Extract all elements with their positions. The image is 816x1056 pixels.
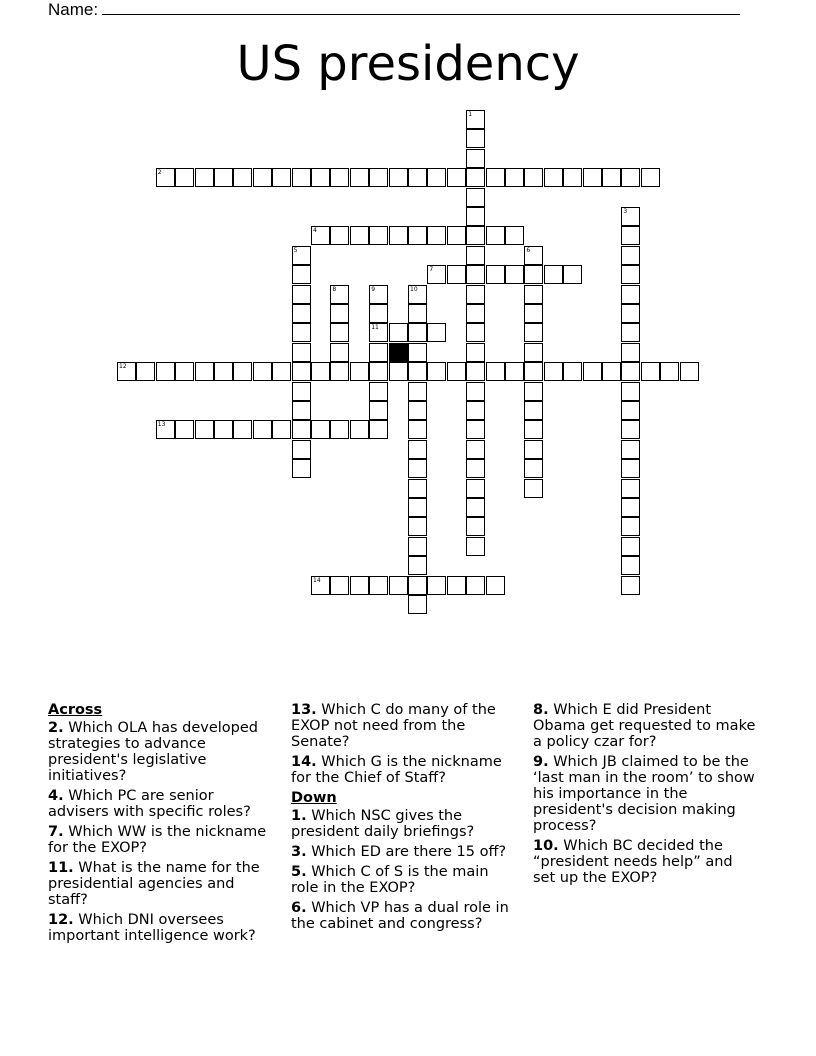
grid-cell[interactable] [524,420,543,439]
grid-cell[interactable] [524,285,543,304]
grid-cell[interactable] [524,362,543,381]
grid-cell[interactable] [369,382,388,401]
grid-cell[interactable] [272,362,291,381]
grid-cell[interactable] [486,226,505,245]
grid-cell[interactable] [621,401,640,420]
grid-cell[interactable] [583,362,602,381]
grid-cell[interactable] [524,382,543,401]
grid-cell[interactable] [602,362,621,381]
grid-cell[interactable] [408,323,427,342]
grid-cell[interactable] [175,362,194,381]
grid-cell[interactable] [544,168,563,187]
grid-cell[interactable] [350,226,369,245]
grid-cell[interactable] [524,323,543,342]
grid-cell[interactable] [408,401,427,420]
grid-cell[interactable] [660,362,679,381]
grid-cell[interactable] [466,129,485,148]
grid-cell[interactable] [583,168,602,187]
grid-cell[interactable] [408,420,427,439]
grid-cell[interactable] [544,265,563,284]
grid-cell[interactable] [292,285,311,304]
clue-number: 4 [313,227,317,235]
grid-cell[interactable] [253,362,272,381]
grid-cell[interactable] [563,168,582,187]
grid-cell[interactable] [447,362,466,381]
grid-cell[interactable] [621,304,640,323]
grid-cell[interactable] [136,362,155,381]
grid-cell[interactable] [621,265,640,284]
grid-cell[interactable] [680,362,699,381]
grid-cell[interactable] [330,343,349,362]
grid-cell[interactable] [408,382,427,401]
grid-cell[interactable] [369,226,388,245]
clue-number: 12 [119,363,127,371]
clue-across-12: 12. Which DNI oversees important intelligence work? [48,912,256,944]
clue-column-3 [533,702,759,890]
grid-cell[interactable] [621,323,640,342]
grid-cell[interactable] [408,595,427,614]
grid-cell[interactable] [466,207,485,226]
clue-across-13: 13. Which C do many of the EXOP not need from the Senate? [291,702,496,750]
grid-cell[interactable] [505,362,524,381]
grid-cell[interactable] [427,576,446,595]
clue-number: 11 [371,324,379,332]
grid-cell[interactable] [292,420,311,439]
grid-cell[interactable] [292,168,311,187]
grid-cell[interactable] [408,498,427,517]
grid-cell[interactable] [156,420,175,439]
across-heading: Across [48,702,103,718]
grid-cell[interactable] [389,168,408,187]
grid-cell[interactable] [195,362,214,381]
clue-down-3: 3. Which ED are there 15 off? [291,844,507,860]
grid-cell[interactable] [369,401,388,420]
grid-cell[interactable] [447,265,466,284]
grid-cell[interactable] [330,576,349,595]
grid-cell[interactable] [524,440,543,459]
grid-cell[interactable] [311,362,330,381]
grid-cell[interactable] [292,246,311,265]
name-label: Name: [48,0,99,19]
grid-cell[interactable] [505,226,524,245]
clue-across-4: 4. Which PC are senior advisers with specific roles? [48,788,251,820]
grid-cell[interactable] [408,479,427,498]
grid-cell[interactable] [466,420,485,439]
clue-number: 6 [526,246,531,254]
grid-cell[interactable] [408,304,427,323]
grid-cell[interactable] [466,265,485,284]
grid-cell[interactable] [466,401,485,420]
grid-cell[interactable] [292,440,311,459]
grid-cell[interactable] [408,576,427,595]
grid-cell[interactable] [408,168,427,187]
clue-number: 2 [157,169,162,177]
grid-cell[interactable] [466,304,485,323]
grid-cell[interactable] [621,576,640,595]
grid-cell[interactable] [505,168,524,187]
grid-cell[interactable] [195,168,214,187]
grid-cell[interactable] [369,576,388,595]
grid-cell[interactable] [466,440,485,459]
clue-number: 9 [371,285,376,293]
clue-column-2 [291,702,517,936]
grid-cell[interactable] [408,556,427,575]
clue-number: 13 [157,421,166,429]
grid-cell[interactable] [505,265,524,284]
down-heading: Down [291,790,337,806]
clue-down-10: 10. Which BC decided the “president needs help” and set up the EXOP? [533,838,733,886]
grid-cell[interactable] [389,323,408,342]
grid-cell[interactable] [563,265,582,284]
grid-cell[interactable] [330,323,349,342]
grid-cell[interactable] [427,265,446,284]
grid-cell[interactable] [544,362,563,381]
grid-cell[interactable] [466,168,485,187]
grid-cell[interactable] [292,265,311,284]
grid-cell[interactable] [621,517,640,536]
grid-cell[interactable] [427,226,446,245]
grid-cell[interactable] [369,285,388,304]
grid-cell[interactable] [466,226,485,245]
grid-cell[interactable] [350,168,369,187]
grid-cell[interactable] [466,149,485,168]
grid-cell[interactable] [427,168,446,187]
grid-cell[interactable] [330,226,349,245]
grid-cell[interactable] [117,362,136,381]
grid-cell[interactable] [621,382,640,401]
grid-cell[interactable] [214,168,233,187]
grid-cell[interactable] [350,420,369,439]
grid-cell[interactable] [369,304,388,323]
grid-cell[interactable] [621,362,640,381]
grid-cell[interactable] [311,168,330,187]
clue-down-5: 5. Which C of S is the main role in the EXOP? [291,864,489,896]
grid-cell[interactable] [369,420,388,439]
grid-cell[interactable] [350,576,369,595]
clue-number: 14 [313,576,321,584]
grid-cell[interactable] [292,323,311,342]
grid-cell[interactable] [175,168,194,187]
grid-cell[interactable] [156,168,175,187]
grid-cell[interactable] [466,362,485,381]
grid-cell[interactable] [486,265,505,284]
clue-down-1: 1. Which NSC gives the president daily briefings? [291,808,475,840]
clue-across-14: 14. Which G is the nickname for the Chief of Staff? [291,754,502,786]
grid-cell[interactable] [369,362,388,381]
grid-cell[interactable] [253,168,272,187]
clue-column-1 [48,702,274,948]
grid-cell[interactable] [330,362,349,381]
clue-number: 10 [410,285,418,293]
grid-cell[interactable] [214,362,233,381]
grid-cell[interactable] [524,168,543,187]
grid-cell[interactable] [427,362,446,381]
clue-number: 8 [332,285,337,293]
grid-cell[interactable] [466,382,485,401]
grid-cell[interactable] [389,576,408,595]
grid-cell[interactable] [195,420,214,439]
grid-cell[interactable] [408,362,427,381]
grid-cell[interactable] [466,246,485,265]
grid-cell[interactable] [466,285,485,304]
grid-cell[interactable] [466,479,485,498]
grid-cell[interactable] [486,362,505,381]
grid-cell[interactable] [292,382,311,401]
grid-cell[interactable] [621,498,640,517]
grid-cell[interactable] [621,168,640,187]
grid-cell[interactable] [466,498,485,517]
grid-cell[interactable] [466,343,485,362]
grid-cell[interactable] [641,168,660,187]
grid-cell[interactable] [389,226,408,245]
grid-cell[interactable] [602,168,621,187]
grid-cell[interactable] [272,420,291,439]
grid-cell[interactable] [524,459,543,478]
grid-cell[interactable] [524,304,543,323]
clue-number: 5 [293,246,298,254]
grid-cell[interactable] [292,362,311,381]
grid-cell[interactable] [369,168,388,187]
grid-cell[interactable] [524,265,543,284]
grid-cell[interactable] [466,188,485,207]
page-title: US presidency [236,36,580,92]
grid-cell[interactable] [233,362,252,381]
grid-cell[interactable] [330,304,349,323]
grid-cell[interactable] [233,420,252,439]
grid-cell[interactable] [447,576,466,595]
grid-cell[interactable] [447,226,466,245]
grid-cell[interactable] [641,362,660,381]
grid-cell[interactable] [253,420,272,439]
clue-number: 7 [429,266,434,274]
grid-cell[interactable] [292,459,311,478]
grid-cell[interactable] [621,343,640,362]
grid-cell[interactable] [466,110,485,129]
grid-cell[interactable] [408,343,427,362]
grid-cell[interactable] [408,285,427,304]
grid-cell[interactable] [330,420,349,439]
grid-cell[interactable] [621,537,640,556]
clue-number: 1 [468,111,473,118]
grid-cell[interactable] [466,517,485,536]
grid-cell[interactable] [292,401,311,420]
grid-cell[interactable] [621,556,640,575]
grid-cell[interactable] [486,576,505,595]
grid-cell[interactable] [369,343,388,362]
grid-cell[interactable] [486,168,505,187]
grid-cell[interactable] [621,207,640,226]
grid-cell[interactable] [350,362,369,381]
grid-cell[interactable] [408,440,427,459]
grid-cell[interactable] [272,168,291,187]
grid-cell[interactable] [389,362,408,381]
grid-cell[interactable] [524,401,543,420]
grid-cell[interactable] [524,343,543,362]
grid-cell[interactable] [621,459,640,478]
grid-cell[interactable] [330,168,349,187]
grid-cell[interactable] [311,576,330,595]
clue-down-6: 6. Which VP has a dual role in the cabinet and congress? [291,900,509,932]
grid-cell[interactable] [466,459,485,478]
grid-cell[interactable] [621,226,640,245]
clue-across-7: 7. Which WW is the nickname for the EXOP? [48,824,267,856]
grid-cell[interactable] [233,168,252,187]
grid-cell[interactable] [466,323,485,342]
grid-cell[interactable] [408,226,427,245]
grid-cell[interactable] [447,168,466,187]
grid-cell[interactable] [330,285,349,304]
clue-across-11: 11. What is the name for the presidential agencies and staff? [48,860,260,908]
grid-cell[interactable] [621,479,640,498]
clue-number: 3 [623,208,628,215]
grid-cell[interactable] [311,226,330,245]
grid-cell[interactable] [292,343,311,362]
grid-cell[interactable] [292,304,311,323]
grid-cell[interactable] [408,459,427,478]
grid-cell[interactable] [621,246,640,265]
clue-across-2: 2. Which OLA has developed strategies to advance president's legislative initiatives? [48,720,258,784]
grid-cell[interactable] [621,420,640,439]
grid-cell[interactable] [214,420,233,439]
grid-cell[interactable] [621,285,640,304]
grid-cell[interactable] [369,323,388,342]
clue-down-8: 8. Which E did President Obama get requested to make a policy czar for? [533,702,756,750]
grid-cell[interactable] [466,576,485,595]
grid-cell[interactable] [524,479,543,498]
grid-cell[interactable] [466,537,485,556]
grid-cell[interactable] [408,517,427,536]
grid-cell[interactable] [311,420,330,439]
clue-down-9: 9. Which JB claimed to be the ‘last man in the room’ to show his importance in the president's decision making process? [533,754,755,834]
grid-cell[interactable] [563,362,582,381]
grid-cell[interactable] [175,420,194,439]
grid-cell[interactable] [408,537,427,556]
grid-cell[interactable] [156,362,175,381]
grid-cell[interactable] [621,440,640,459]
grid-cell[interactable] [524,246,543,265]
grid-cell[interactable] [427,323,446,342]
black-square [389,343,408,362]
